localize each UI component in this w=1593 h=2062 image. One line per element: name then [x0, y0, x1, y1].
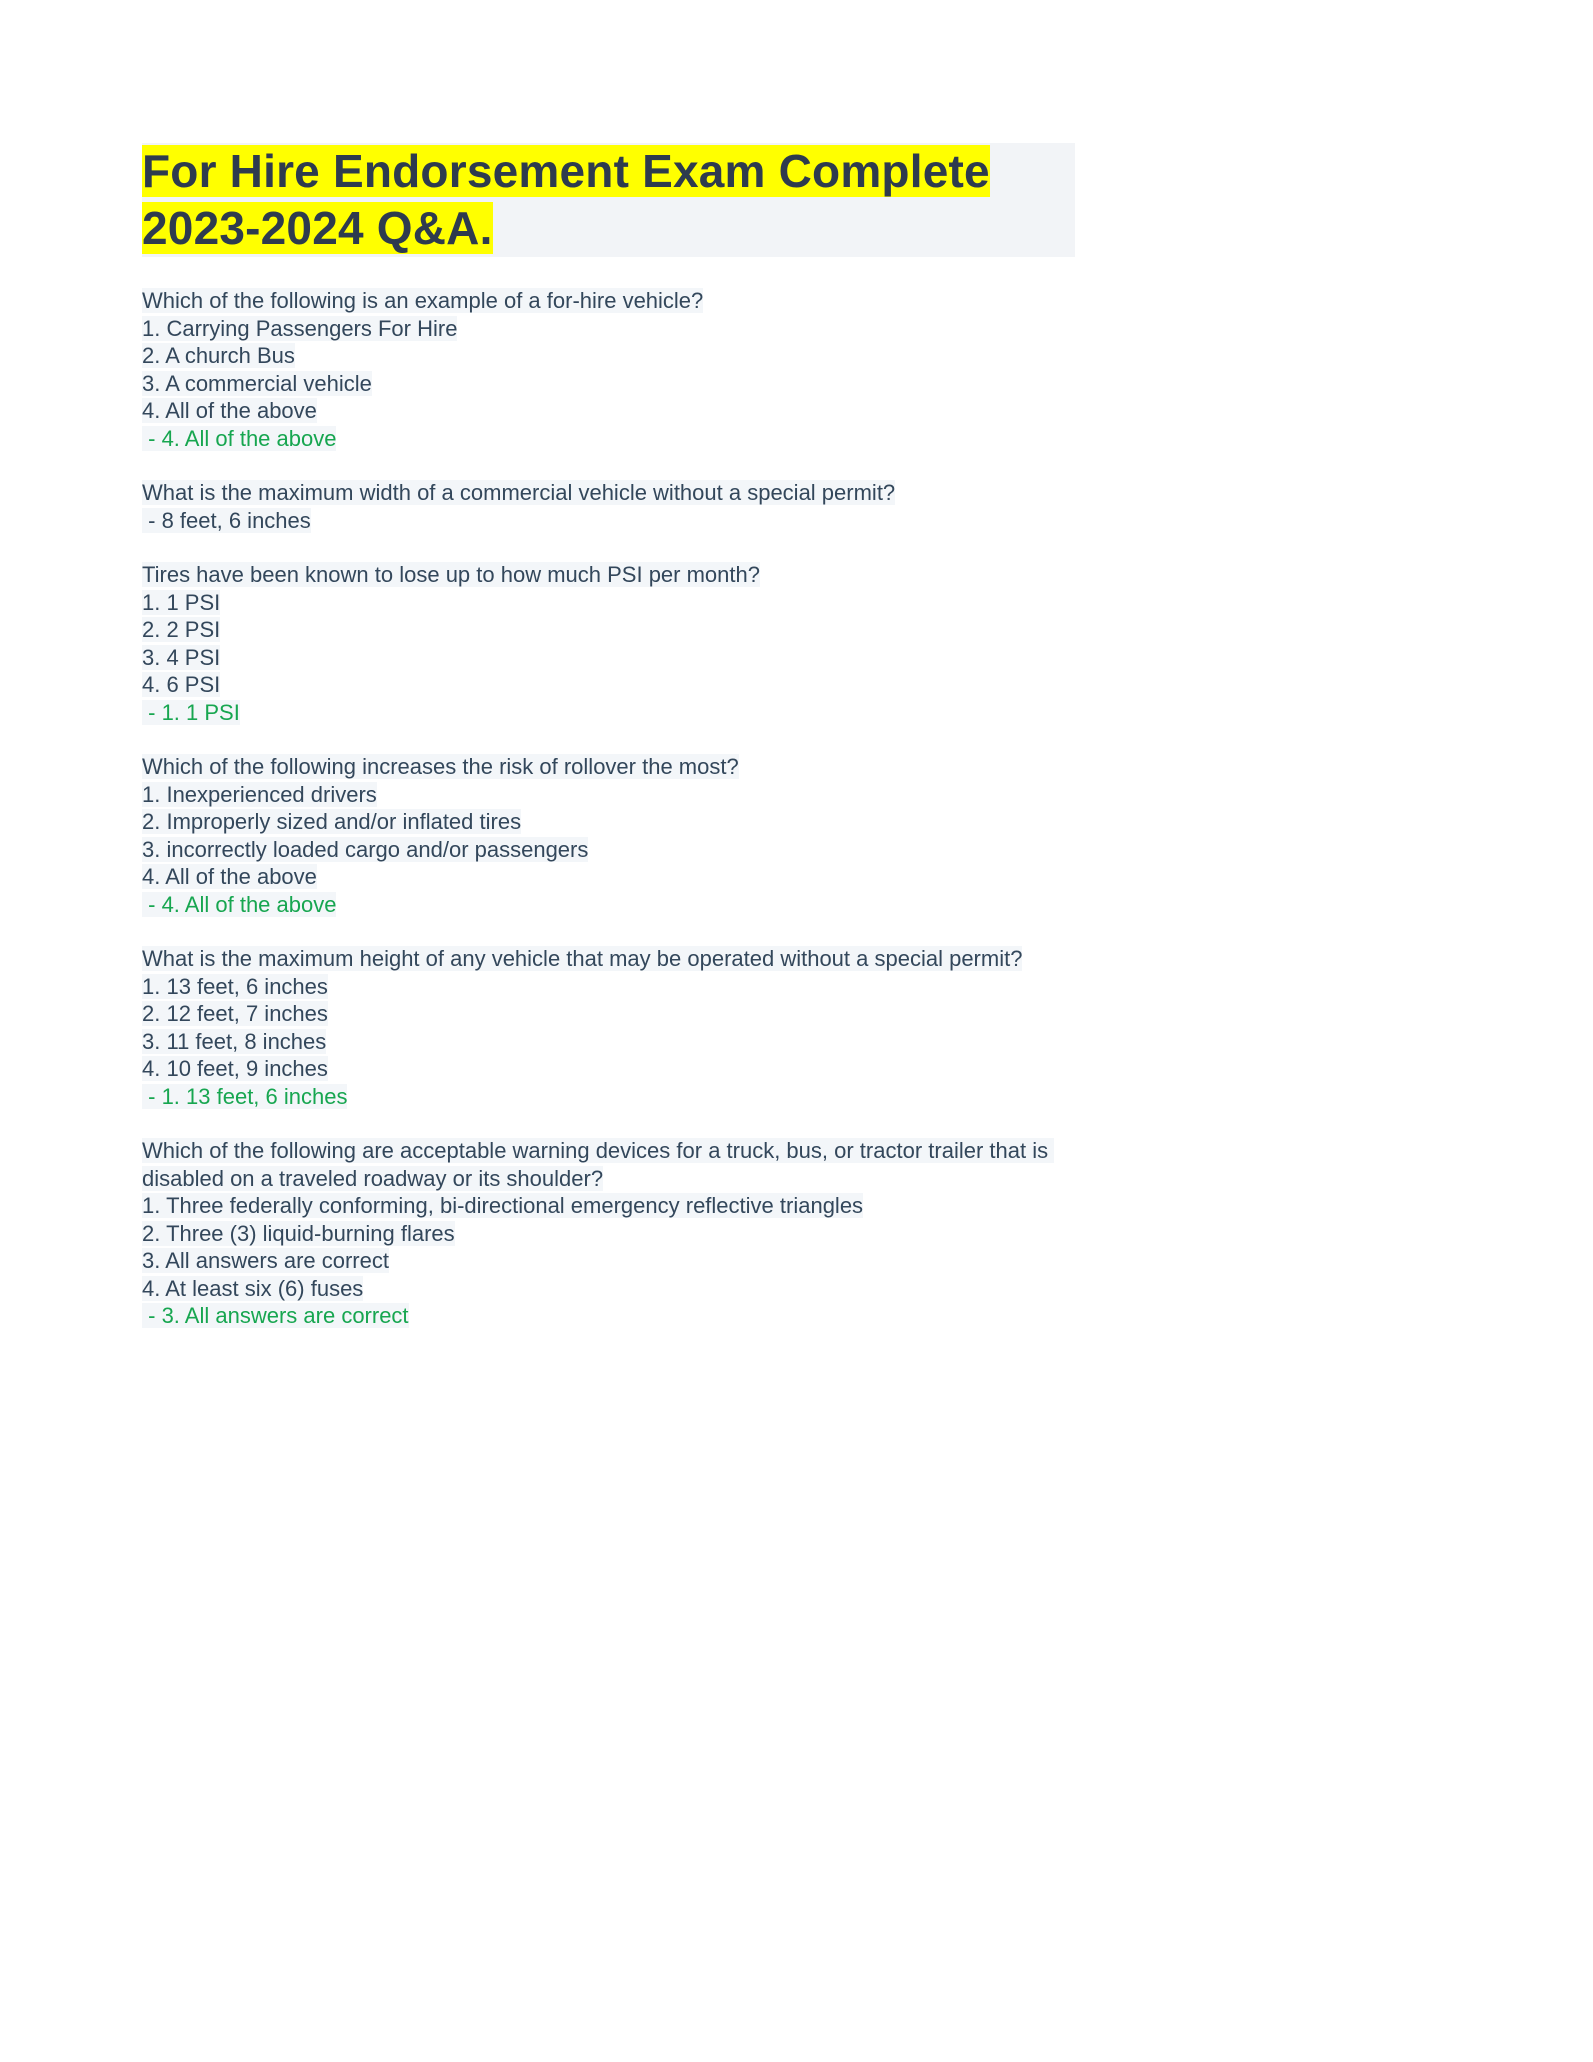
answer-text: - 8 feet, 6 inches [142, 507, 311, 533]
option-item: 4. 10 feet, 9 inches [142, 1056, 328, 1081]
question-text: What is the maximum height of any vehicle that may be operated without a special permit? [142, 946, 1023, 971]
question-block [142, 1137, 1077, 1330]
option-item: 1. Inexperienced drivers [142, 781, 377, 807]
page-title-line-2 [142, 200, 1075, 257]
answer-text: - 3. All answers are correct [142, 1303, 409, 1328]
option-item: 3. All answers are correct [142, 1248, 389, 1273]
answer-text: - 4. All of the above [142, 891, 337, 917]
option-item: 3. A commercial vehicle [142, 370, 372, 396]
question-text: Tires have been known to lose up to how much PSI per month? [142, 562, 760, 587]
question-block [142, 945, 1077, 1110]
option-item: 2. Three (3) liquid-burning flares [142, 1220, 455, 1246]
answer-text: - 1. 13 feet, 6 inches [142, 1083, 348, 1109]
page-title-line-1 [142, 143, 1075, 200]
option-item: 1. 13 feet, 6 inches [142, 973, 328, 999]
option-item: 3. 4 PSI [142, 644, 221, 670]
option-item: 3. 11 feet, 8 inches [142, 1028, 327, 1054]
answer-text: - 1. 1 PSI [142, 699, 240, 725]
option-item: 2. A church Bus [142, 343, 295, 368]
question-block [142, 561, 1077, 726]
question-text: Which of the following are acceptable warning devices for a truck, bus, or tractor trailer that is disabled on a traveled roadway or its shoulder? [142, 1138, 1055, 1191]
option-item: 3. incorrectly loaded cargo and/or passengers [142, 836, 589, 862]
title-highlight: 2023-2024 Q&A. [142, 202, 493, 254]
title-highlight: For Hire Endorsement Exam Complete [142, 145, 990, 197]
option-item: 4. All of the above [142, 864, 317, 889]
option-item: 4. 6 PSI [142, 672, 221, 697]
question-block [142, 287, 1077, 452]
option-item: 4. At least six (6) fuses [142, 1275, 364, 1301]
answer-text: - 4. All of the above [142, 425, 337, 451]
question-text: What is the maximum width of a commercial vehicle without a special permit? [142, 480, 896, 505]
option-item: 2. 12 feet, 7 inches [142, 1001, 328, 1026]
option-item: 2. 2 PSI [142, 617, 221, 642]
question-block [142, 479, 1077, 534]
option-item: 4. All of the above [142, 398, 317, 423]
option-item: 1. 1 PSI [142, 589, 221, 615]
question-block [142, 753, 1077, 918]
question-text: Which of the following increases the risk of rollover the most? [142, 754, 739, 779]
option-item: 2. Improperly sized and/or inflated tires [142, 809, 522, 834]
question-text: Which of the following is an example of a for-hire vehicle? [142, 288, 704, 313]
option-item: 1. Carrying Passengers For Hire [142, 315, 458, 341]
page-title [142, 143, 1075, 257]
option-item: 1. Three federally conforming, bi-directional emergency reflective triangles [142, 1193, 864, 1218]
